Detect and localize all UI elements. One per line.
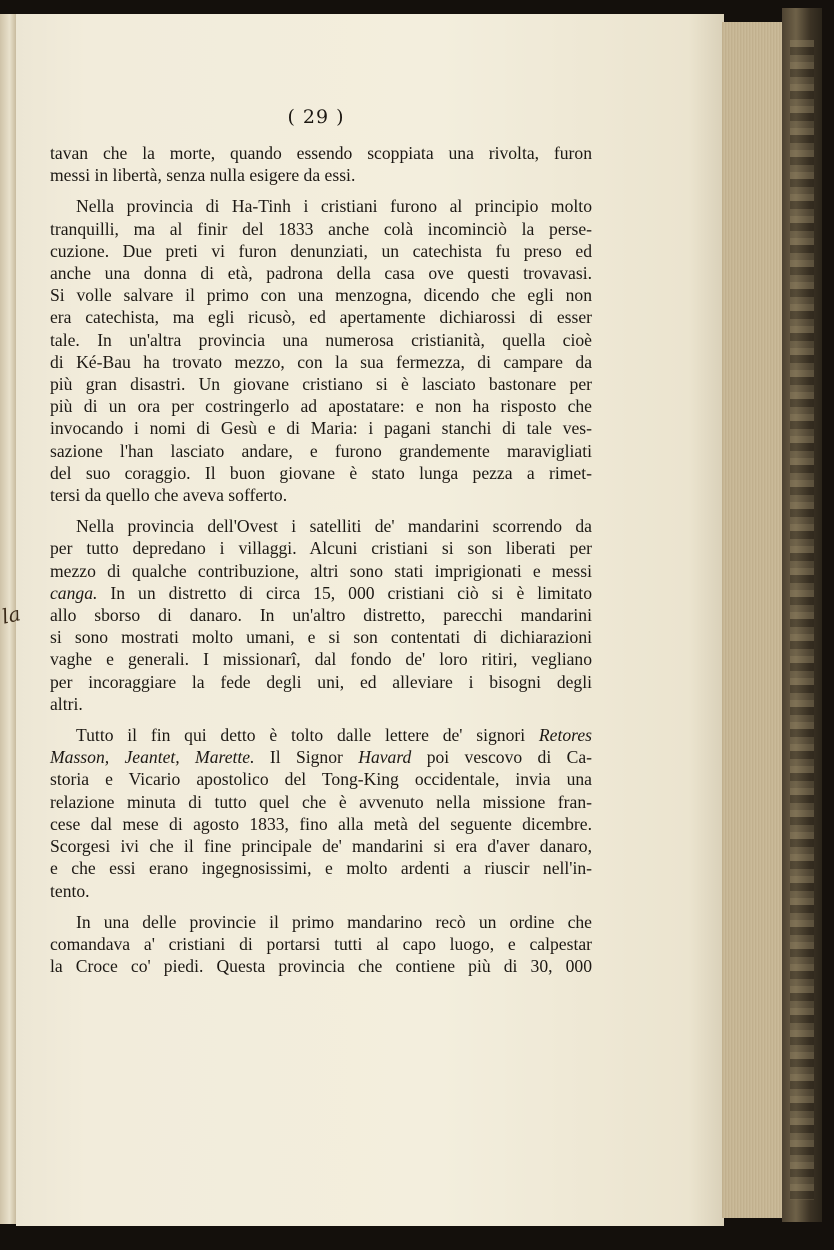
text-run: mezzo di qualche contribuzione, altri sono stati imprigionati e messi bbox=[50, 560, 592, 581]
text-run: invocando i nomi di Gesù e di Maria: i pagani stanchi di tale ves- bbox=[50, 418, 592, 439]
text-run: la Croce co' piedi. Questa provincia che contiene più di 30, 000 bbox=[50, 956, 592, 977]
text-run: Scorgesi ivi che il fine principale de' mandarini si era d'aver danaro, bbox=[50, 836, 592, 857]
text-run: In un distretto di circa 15, 000 cristiani ciò si è limitato bbox=[97, 582, 592, 603]
text-line bbox=[50, 329, 592, 351]
text-run: tento. bbox=[50, 880, 90, 901]
text-line bbox=[50, 724, 592, 746]
text-line bbox=[50, 857, 592, 879]
text-line bbox=[50, 880, 592, 902]
text-run: era catechista, ma egli ricusò, ed apertamente dichiarossi di esser bbox=[50, 307, 592, 328]
text-run: vaghe e generali. I missionarî, dal fondo de' loro ritiri, vegliano bbox=[50, 649, 592, 670]
page-block-edge bbox=[722, 22, 784, 1218]
body-text bbox=[50, 142, 592, 977]
text-line bbox=[50, 164, 592, 186]
text-run: tersi da quello che aveva sofferto. bbox=[50, 485, 288, 506]
text-line bbox=[50, 142, 592, 164]
text-run: anche una donna di età, padrona della casa ove questi trovavasi. bbox=[50, 263, 592, 284]
text-line bbox=[50, 933, 592, 955]
italic-text: canga. bbox=[50, 582, 98, 603]
text-line bbox=[50, 306, 592, 328]
text-line bbox=[50, 240, 592, 262]
text-line bbox=[50, 626, 592, 648]
handwritten-margin-note: la bbox=[0, 601, 23, 629]
text-run: si sono mostrati molto umani, e si son contentati di dichiarazioni bbox=[50, 627, 592, 648]
text-run: Il Signor bbox=[254, 747, 359, 768]
text-run: messi in libertà, senza nulla esigere da essi. bbox=[50, 165, 356, 186]
text-run: Nella provincia di Ha-Tinh i cristiani furono al principio molto bbox=[76, 196, 592, 217]
text-line bbox=[50, 373, 592, 395]
text-line bbox=[50, 484, 592, 506]
text-run: poi vescovo di Ca- bbox=[411, 747, 592, 768]
text-line bbox=[50, 768, 592, 790]
text-run: In una delle provincie il primo mandarino recò un ordine che bbox=[76, 911, 592, 932]
italic-text: Masson, Jeantet, Marette. bbox=[50, 747, 255, 768]
text-run: cese dal mese di agosto 1833, fino alla metà del seguente dicembre. bbox=[50, 813, 592, 834]
book-page bbox=[16, 14, 724, 1226]
text-line bbox=[50, 515, 592, 537]
text-run: tavan che la morte, quando essendo scoppiata una rivolta, furon bbox=[50, 143, 592, 163]
text-run: comandava a' cristiani di portarsi tutti al capo luogo, e calpestar bbox=[50, 933, 592, 954]
text-run: del suo coraggio. Il buon giovane è stato lunga pezza a rimet- bbox=[50, 462, 592, 483]
text-run: per incoraggiare la fede degli uni, ed alleviare i bisogni degli bbox=[50, 671, 592, 692]
text-line bbox=[50, 648, 592, 670]
text-line bbox=[50, 560, 592, 582]
text-line bbox=[50, 195, 592, 217]
text-run: e che essi erano ingegnosissimi, e molto ardenti a riuscir nell'in- bbox=[50, 858, 592, 879]
text-run: sazione l'han lasciato andare, e furono grandemente maravigliati bbox=[50, 440, 592, 461]
marbled-cover-texture bbox=[790, 40, 814, 1200]
text-run: Si volle salvare il primo con una menzogna, dicendo che egli non bbox=[50, 285, 592, 306]
text-run: relazione minuta di tutto quel che è avvenuto nella missione fran- bbox=[50, 791, 592, 812]
text-line bbox=[50, 955, 592, 977]
text-run: Tutto il fin qui detto è tolto dalle lettere de' signori bbox=[76, 725, 539, 746]
text-run: tranquilli, ma al finir del 1833 anche colà incominciò la perse- bbox=[50, 218, 592, 239]
text-run: tale. In un'altra provincia una numerosa cristianità, quella cioè bbox=[50, 329, 592, 350]
text-line bbox=[50, 791, 592, 813]
text-run: cuzione. Due preti vi furon denunziati, un catechista fu preso ed bbox=[50, 240, 592, 261]
text-line bbox=[50, 417, 592, 439]
italic-text: Havard bbox=[358, 747, 412, 768]
text-line bbox=[50, 911, 592, 933]
text-line bbox=[50, 835, 592, 857]
text-line bbox=[50, 537, 592, 559]
text-run: più di un ora per costringerlo ad apostatare: e non ha risposto che bbox=[50, 396, 592, 417]
text-line bbox=[50, 604, 592, 626]
text-line bbox=[50, 351, 592, 373]
text-run: allo sborso di danaro. In un'altro distretto, parecchi mandarini bbox=[50, 605, 592, 626]
text-run: per tutto depredano i villaggi. Alcuni cristiani si son liberati per bbox=[50, 538, 592, 559]
text-line bbox=[50, 582, 592, 604]
text-line bbox=[50, 746, 592, 768]
text-line bbox=[50, 693, 592, 715]
text-run: storia e Vicario apostolico del Tong-King occidentale, invia una bbox=[50, 769, 592, 790]
text-line bbox=[50, 671, 592, 693]
italic-text: Retores bbox=[538, 725, 592, 746]
text-line bbox=[50, 813, 592, 835]
text-run: Nella provincia dell'Ovest i satelliti de' mandarini scorrendo da bbox=[76, 516, 592, 537]
page-number: ( 29 ) bbox=[287, 106, 345, 128]
text-run: più gran disastri. Un giovane cristiano si è lasciato bastonare per bbox=[50, 374, 592, 395]
text-line bbox=[50, 218, 592, 240]
text-line bbox=[50, 395, 592, 417]
text-line bbox=[50, 462, 592, 484]
text-run: altri. bbox=[50, 693, 83, 714]
text-line bbox=[50, 262, 592, 284]
text-run: di Ké-Bau ha trovato mezzo, con la sua fermezza, di campare da bbox=[50, 351, 592, 372]
text-line bbox=[50, 440, 592, 462]
text-line bbox=[50, 284, 592, 306]
